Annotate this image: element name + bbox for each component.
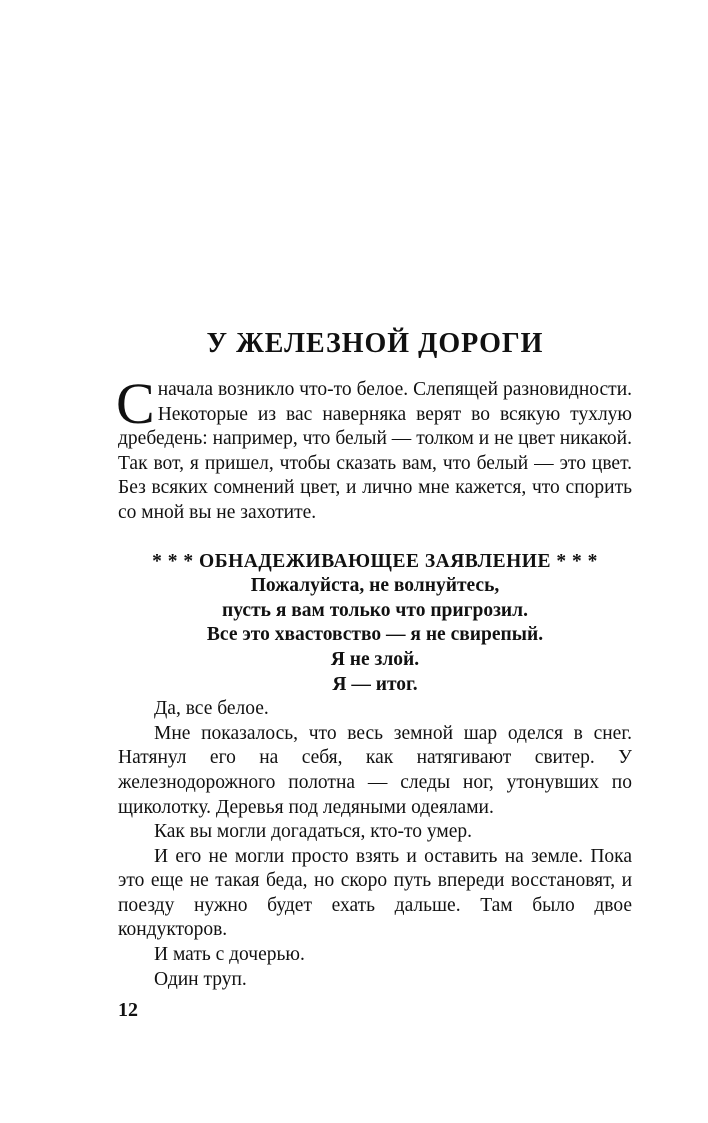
- chapter-title: У ЖЕЛЕЗНОЙ ДОРОГИ: [206, 328, 544, 359]
- body-paragraph: Да, все белое.: [154, 698, 269, 720]
- page-number: 12: [118, 999, 138, 1021]
- body-paragraph: И его не могли просто взять и оставить на земле. Пока это еще не такая беда, но скоро путь впереди восстановят, и поезду нужно будет ехать дальше. Там было двое кондукторов.: [118, 845, 632, 941]
- announcement-line: Я не злой.: [330, 648, 420, 670]
- opening-paragraph-text: начала возникло что-то белое. Слепящей разновидности. Некоторые из вас наверняка верят во всякую тухлую дребедень: например, что белый — толком и не цвет никакой. Так вот, я пришел, чтобы сказать вам, что белый — это цвет. Без всяких сомнений цвет, и лично мне кажется, что спорить со мной вы не захотите.: [118, 379, 632, 523]
- announcement-heading: * * * ОБНАДЕЖИВАЮЩЕЕ ЗАЯВЛЕНИЕ * * *: [152, 550, 598, 572]
- body-paragraph: Мне показалось, что весь земной шар оделся в снег. Натянул его на себя, как натягивают свитер. У железнодорожного полотна — следы ног, утонувших по щиколотку. Деревья под ледяными одеялами.: [118, 722, 632, 818]
- body-paragraph: Один труп.: [154, 968, 247, 990]
- announcement-line: Все это хвастовство — я не свирепый.: [206, 624, 544, 646]
- announcement-line: Я — итог.: [332, 673, 418, 695]
- body-paragraph: И мать с дочерью.: [154, 944, 305, 966]
- drop-cap: С: [116, 371, 155, 436]
- opening-paragraph: [116, 371, 632, 526]
- reassuring-announcement: [118, 550, 632, 698]
- announcement-line: Пожалуйста, не волнуйтесь,: [250, 575, 500, 597]
- chapter-body: [116, 371, 632, 992]
- body-paragraphs: [118, 697, 632, 992]
- body-paragraph: Как вы могли догадаться, кто-то умер.: [154, 821, 472, 843]
- announcement-line: пусть я вам только что пригрозил.: [222, 599, 528, 621]
